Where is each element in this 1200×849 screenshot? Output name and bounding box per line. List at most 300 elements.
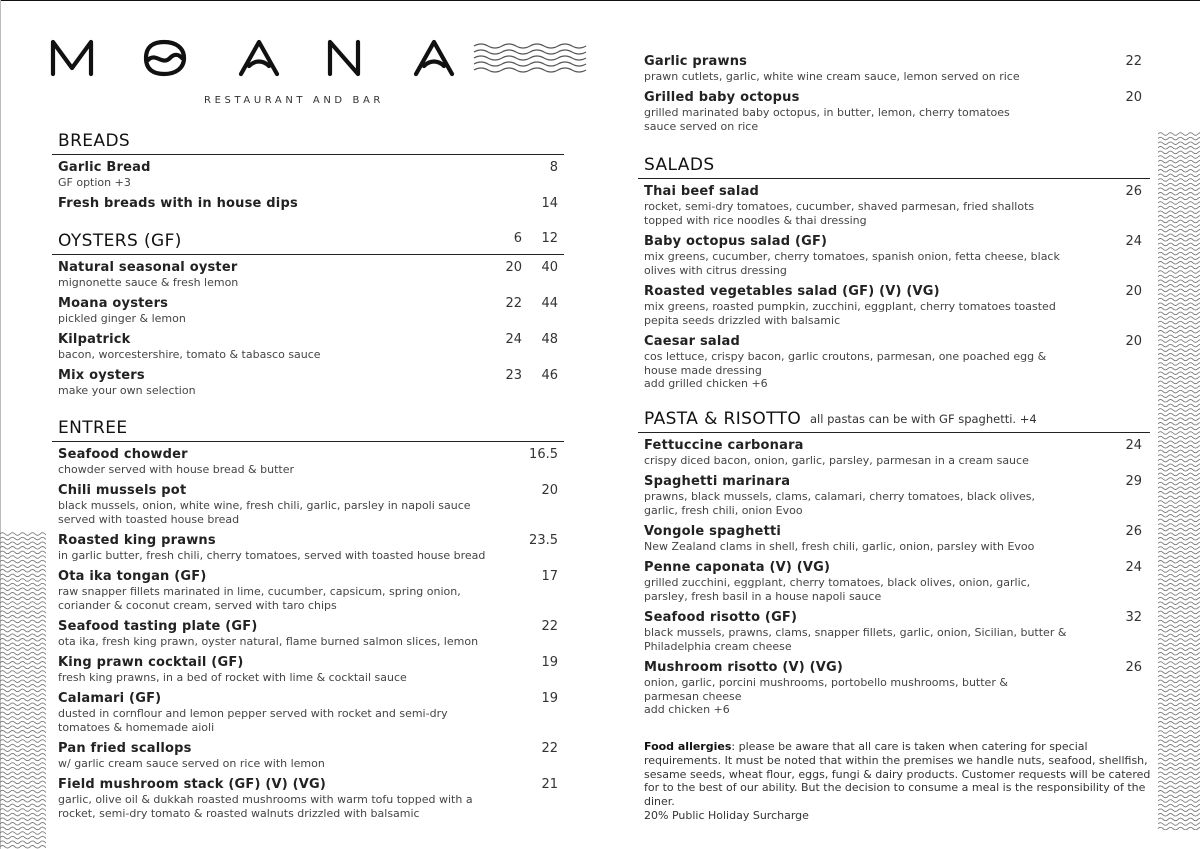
menu-item xyxy=(52,619,564,655)
item-price: 14 xyxy=(541,196,558,211)
menu-item xyxy=(638,334,1150,398)
item-desc: rocket, semi-dry tomatoes, cucumber, shaved parmesan, fried shallots topped with rice noodles & thai dressing xyxy=(644,200,1035,227)
item-price: 24 xyxy=(1125,560,1142,575)
wave-line xyxy=(1158,423,1200,426)
wave-line xyxy=(1158,492,1200,495)
item-name: Fresh breads with in house dips xyxy=(58,196,298,211)
item-name: Moana oysters xyxy=(58,296,169,311)
wave-line xyxy=(1158,827,1200,830)
item-name: Seafood risotto (GF) xyxy=(644,610,798,625)
wave-line xyxy=(1158,317,1200,320)
right-wave-pattern xyxy=(1158,130,1200,830)
wave-line xyxy=(1158,464,1200,467)
wave-line xyxy=(0,698,46,701)
item-name: Fettuccine carbonara xyxy=(644,438,804,453)
menu-item xyxy=(638,610,1150,660)
wave-line xyxy=(1158,206,1200,209)
wave-line xyxy=(0,685,46,688)
item-price: 16.5 xyxy=(529,447,558,462)
item-price: 26 xyxy=(1125,184,1142,199)
item-price-12: 48 xyxy=(541,332,558,347)
item-price: 22 xyxy=(541,619,558,634)
wave-line xyxy=(1158,262,1200,265)
wave-line xyxy=(0,841,46,844)
wave-line xyxy=(1158,528,1200,531)
allergy-text: : please be aware that all care is taken when catering for special requirements. It must be noted that within the premises we handle nuts, seafood, shellfish, sesame seeds, wheat flour, eggs, fungi & dairy products. Customer requests will be catered for to the best of our ability. But the decision to consume a meal is the responsibility of the diner. xyxy=(644,740,1151,809)
wave-line xyxy=(0,740,46,743)
wave-line xyxy=(1158,188,1200,191)
wave-line xyxy=(0,560,46,563)
wave-line xyxy=(0,602,46,605)
wave-line xyxy=(0,836,46,839)
wave-line xyxy=(1158,556,1200,559)
wave-line xyxy=(0,675,46,678)
wave-line xyxy=(1158,303,1200,306)
wave-line xyxy=(1158,390,1200,393)
wave-line xyxy=(1158,446,1200,449)
wave-line xyxy=(1158,326,1200,329)
wave-line xyxy=(1158,331,1200,334)
wave-line xyxy=(1158,726,1200,729)
wave-line xyxy=(0,749,46,752)
section-title: ENTREE xyxy=(58,418,128,438)
wave-line xyxy=(0,597,46,600)
item-price: 24 xyxy=(1125,438,1142,453)
wave-line xyxy=(0,643,46,646)
wave-line xyxy=(1158,551,1200,554)
wave-line xyxy=(1158,505,1200,508)
wave-line xyxy=(1158,809,1200,812)
wave-line xyxy=(0,717,46,720)
wave-line xyxy=(0,818,46,821)
wave-line xyxy=(1158,133,1200,136)
item-desc: cos lettuce, crispy bacon, garlic croutons, parmesan, one poached egg & house made dressing xyxy=(644,350,1047,377)
wave-line xyxy=(1158,657,1200,660)
wave-line xyxy=(1158,377,1200,380)
wave-line xyxy=(0,712,46,715)
wave-line xyxy=(1158,731,1200,734)
entree-list xyxy=(52,447,564,827)
item-desc: grilled marinated baby octopus, in butter, lemon, cherry tomatoes sauce served on rice xyxy=(644,106,1010,133)
item-name: Roasted vegetables salad (GF) (V) (VG) xyxy=(644,284,940,299)
item-name: Vongole spaghetti xyxy=(644,524,782,539)
wave-line xyxy=(0,804,46,807)
item-name: Field mushroom stack (GF) (V) (VG) xyxy=(58,777,327,792)
item-price-6: 22 xyxy=(505,296,522,311)
item-price: 22 xyxy=(541,741,558,756)
wave-line xyxy=(1158,763,1200,766)
menu-item xyxy=(52,160,564,196)
wave-line xyxy=(0,629,46,632)
wave-line xyxy=(0,570,46,573)
wave-line xyxy=(1158,193,1200,196)
allergy-notice xyxy=(644,740,1154,823)
item-name: Seafood chowder xyxy=(58,447,188,462)
wave-line xyxy=(0,777,46,780)
menu-item xyxy=(638,54,1150,90)
item-name: Pan fried scallops xyxy=(58,741,192,756)
menu-item xyxy=(638,90,1150,140)
wave-line xyxy=(1158,570,1200,573)
item-extra: add grilled chicken +6 xyxy=(644,377,768,390)
item-desc: pickled ginger & lemon xyxy=(58,312,186,325)
wave-line xyxy=(1158,515,1200,518)
wave-line xyxy=(0,666,46,669)
wave-line xyxy=(1158,625,1200,628)
wave-line xyxy=(1158,630,1200,633)
item-price: 26 xyxy=(1125,524,1142,539)
item-desc: GF option +3 xyxy=(58,176,131,189)
wave-line xyxy=(1158,699,1200,702)
wave-line xyxy=(1158,676,1200,679)
brand-logo xyxy=(50,34,590,114)
wave-line xyxy=(0,703,46,706)
wave-line xyxy=(1158,689,1200,692)
wave-line xyxy=(1158,202,1200,205)
wave-line xyxy=(1158,634,1200,637)
wave-line xyxy=(0,620,46,623)
wave-line xyxy=(1158,197,1200,200)
item-price: 22 xyxy=(1125,54,1142,69)
item-desc: bacon, worcestershire, tomato & tabasco sauce xyxy=(58,348,321,361)
wave-line xyxy=(0,551,46,554)
wave-line xyxy=(1158,280,1200,283)
wave-line xyxy=(1158,482,1200,485)
wave-line xyxy=(0,648,46,651)
section-title: BREADS xyxy=(58,131,131,151)
item-desc: prawns, black mussels, clams, calamari, cherry tomatoes, black olives, garlic, fresh chili, onion Evoo xyxy=(644,490,1035,517)
item-price: 17 xyxy=(541,569,558,584)
logo-subtitle: RESTAURANT AND BAR xyxy=(204,95,384,106)
item-price: 29 xyxy=(1125,474,1142,489)
wave-line xyxy=(1158,758,1200,761)
wave-line xyxy=(1158,735,1200,738)
item-name: Caesar salad xyxy=(644,334,741,349)
item-price-6: 20 xyxy=(505,260,522,275)
wave-line xyxy=(0,827,46,830)
wave-line xyxy=(1158,823,1200,826)
wave-line xyxy=(1158,685,1200,688)
wave-line xyxy=(0,579,46,582)
wave-line xyxy=(0,542,46,545)
menu-item xyxy=(52,569,564,619)
wave-line xyxy=(1158,777,1200,780)
item-desc: w/ garlic cream sauce served on rice with lemon xyxy=(58,757,325,770)
wave-line xyxy=(0,832,46,835)
left-wave-pattern xyxy=(0,530,46,849)
item-desc: in garlic butter, fresh chili, cherry tomatoes, served with toasted house bread xyxy=(58,549,486,562)
menu-item xyxy=(638,438,1150,474)
wave-line xyxy=(1158,400,1200,403)
wave-line xyxy=(1158,432,1200,435)
menu-item xyxy=(638,660,1150,724)
item-name: Ota ika tongan (GF) xyxy=(58,569,207,584)
oysters-col-half-dozen: 6 xyxy=(513,231,522,246)
item-price: 26 xyxy=(1125,660,1142,675)
wave-line xyxy=(0,731,46,734)
wave-line xyxy=(1158,404,1200,407)
item-name: Kilpatrick xyxy=(58,332,131,347)
section-oysters xyxy=(52,228,564,404)
wave-line xyxy=(1158,321,1200,324)
wave-line xyxy=(1158,694,1200,697)
wave-line xyxy=(1158,666,1200,669)
wave-line xyxy=(0,625,46,628)
wave-line xyxy=(1158,653,1200,656)
wave-line xyxy=(1158,354,1200,357)
wave-line xyxy=(0,781,46,784)
wave-line xyxy=(1158,662,1200,665)
surcharge-note: 20% Public Holiday Surcharge xyxy=(644,808,809,822)
item-name: Calamari (GF) xyxy=(58,691,162,706)
wave-line xyxy=(0,657,46,660)
wave-line xyxy=(1158,427,1200,430)
wave-line xyxy=(1158,786,1200,789)
item-price: 19 xyxy=(541,691,558,706)
menu-item xyxy=(52,777,564,827)
wave-line xyxy=(1158,648,1200,651)
wave-line xyxy=(0,565,46,568)
wave-line xyxy=(1158,170,1200,173)
wave-line xyxy=(0,611,46,614)
wave-line xyxy=(1158,252,1200,255)
wave-line xyxy=(1158,708,1200,711)
wave-line xyxy=(1158,179,1200,182)
wave-line xyxy=(1158,395,1200,398)
wave-line xyxy=(0,671,46,674)
wave-line xyxy=(1158,165,1200,168)
item-price: 20 xyxy=(1125,284,1142,299)
wave-line xyxy=(0,588,46,591)
item-name: Garlic Bread xyxy=(58,160,151,175)
wave-line xyxy=(1158,441,1200,444)
item-price-12: 46 xyxy=(541,368,558,383)
section-title: OYSTERS (GF) xyxy=(58,231,182,251)
item-name: Roasted king prawns xyxy=(58,533,216,548)
wave-line xyxy=(0,790,46,793)
item-desc: fresh king prawns, in a bed of rocket with lime & cocktail sauce xyxy=(58,671,407,684)
wave-line xyxy=(0,823,46,826)
wave-line xyxy=(0,606,46,609)
wave-line xyxy=(1158,800,1200,803)
wave-line xyxy=(1158,344,1200,347)
wave-line xyxy=(1158,620,1200,623)
wave-line xyxy=(1158,349,1200,352)
wave-line xyxy=(0,556,46,559)
wave-line xyxy=(1158,147,1200,150)
item-price: 24 xyxy=(1125,234,1142,249)
menu-item xyxy=(52,655,564,691)
wave-line xyxy=(1158,234,1200,237)
item-name: Garlic prawns xyxy=(644,54,748,69)
wave-line xyxy=(1158,340,1200,343)
wave-line xyxy=(0,634,46,637)
wave-line xyxy=(1158,469,1200,472)
wave-line xyxy=(1158,501,1200,504)
wave-line xyxy=(1158,473,1200,476)
item-name: Chili mussels pot xyxy=(58,483,187,498)
wave-line xyxy=(1158,593,1200,596)
wave-line xyxy=(0,547,46,550)
wave-line xyxy=(1158,372,1200,375)
section-header xyxy=(638,406,1150,433)
wave-line xyxy=(1158,266,1200,269)
wave-line xyxy=(1158,220,1200,223)
item-price-12: 40 xyxy=(541,260,558,275)
item-price-6: 24 xyxy=(505,332,522,347)
item-name: Thai beef salad xyxy=(644,184,760,199)
wave-line xyxy=(1158,754,1200,757)
item-name: Natural seasonal oyster xyxy=(58,260,238,275)
item-desc: prawn cutlets, garlic, white wine cream sauce, lemon served on rice xyxy=(644,70,1020,83)
wave-line xyxy=(1158,703,1200,706)
menu-item xyxy=(52,741,564,777)
wave-line xyxy=(1158,285,1200,288)
wave-line xyxy=(1158,487,1200,490)
wave-line xyxy=(1158,538,1200,541)
wave-line xyxy=(1158,745,1200,748)
wave-line xyxy=(1158,450,1200,453)
wave-line xyxy=(1158,455,1200,458)
wave-line xyxy=(1158,579,1200,582)
wave-line xyxy=(0,744,46,747)
item-desc: garlic, olive oil & dukkah roasted mushrooms with warm tofu topped with a rocket, semi-dry tomato & roasted walnuts drizzled with balsamic xyxy=(58,793,473,820)
wave-line xyxy=(0,795,46,798)
item-name: Grilled baby octopus xyxy=(644,90,800,105)
moana-logo-wordmark xyxy=(50,34,590,94)
item-price: 21 xyxy=(541,777,558,792)
wave-line xyxy=(1158,243,1200,246)
wave-line xyxy=(1158,225,1200,228)
wave-line xyxy=(1158,418,1200,421)
section-title: PASTA & RISOTTO xyxy=(644,409,802,429)
menu-item xyxy=(52,533,564,569)
wave-line xyxy=(1158,565,1200,568)
wave-line xyxy=(0,533,46,536)
wave-line xyxy=(0,809,46,812)
menu-item xyxy=(638,184,1150,234)
item-desc: crispy diced bacon, onion, garlic, parsley, parmesan in a cream sauce xyxy=(644,454,1029,467)
wave-line xyxy=(1158,413,1200,416)
item-desc: chowder served with house bread & butter xyxy=(58,463,294,476)
wave-line xyxy=(1158,519,1200,522)
wave-line xyxy=(1158,229,1200,232)
wave-line xyxy=(1158,542,1200,545)
wave-line xyxy=(1158,367,1200,370)
item-name: Spaghetti marinara xyxy=(644,474,791,489)
wave-line xyxy=(1158,804,1200,807)
wave-line xyxy=(1158,768,1200,771)
item-price: 23.5 xyxy=(529,533,558,548)
wave-line xyxy=(0,735,46,738)
section-title: SALADS xyxy=(644,155,715,175)
section-entree-continued xyxy=(638,54,1150,140)
wave-line xyxy=(1158,142,1200,145)
item-price-6: 23 xyxy=(505,368,522,383)
wave-line xyxy=(1158,409,1200,412)
wave-line xyxy=(1158,588,1200,591)
wave-line xyxy=(1158,386,1200,389)
wave-line xyxy=(1158,510,1200,513)
pasta-list xyxy=(638,438,1150,724)
menu-item xyxy=(638,474,1150,524)
top-border xyxy=(0,0,1200,1)
wave-line xyxy=(0,652,46,655)
item-desc: dusted in cornflour and lemon pepper served with rocket and semi-dry tomatoes & homemade aioli xyxy=(58,707,448,734)
wave-line xyxy=(1158,712,1200,715)
wave-line xyxy=(1158,496,1200,499)
section-entree xyxy=(52,415,564,827)
menu-item xyxy=(52,368,564,404)
item-price: 19 xyxy=(541,655,558,670)
wave-line xyxy=(1158,818,1200,821)
menu-item xyxy=(52,332,564,368)
wave-line xyxy=(1158,271,1200,274)
item-price: 20 xyxy=(1125,334,1142,349)
wave-line xyxy=(1158,740,1200,743)
wave-line xyxy=(1158,137,1200,140)
allergy-label: Food allergies xyxy=(644,740,732,753)
wave-line xyxy=(1158,814,1200,817)
wave-line xyxy=(1158,459,1200,462)
oysters-col-dozen: 12 xyxy=(541,231,558,246)
wave-line xyxy=(1158,561,1200,564)
salads-list xyxy=(638,184,1150,398)
wave-line xyxy=(1158,289,1200,292)
item-desc: New Zealand clams in shell, fresh chili, garlic, onion, parsley with Evoo xyxy=(644,540,1035,553)
item-name: Seafood tasting plate (GF) xyxy=(58,619,258,634)
wave-line xyxy=(0,786,46,789)
item-name: Mix oysters xyxy=(58,368,145,383)
wave-line xyxy=(1158,680,1200,683)
wave-line xyxy=(1158,335,1200,338)
menu-item xyxy=(52,260,564,296)
section-breads xyxy=(52,128,564,216)
item-desc: black mussels, onion, white wine, fresh chili, garlic, parsley in napoli sauce served with toasted house bread xyxy=(58,499,471,526)
wave-line xyxy=(1158,160,1200,163)
wave-line xyxy=(0,721,46,724)
wave-line xyxy=(1158,248,1200,251)
section-note: all pastas can be with GF spaghetti. +4 xyxy=(810,412,1037,426)
wave-line xyxy=(0,813,46,816)
menu-item xyxy=(52,691,564,741)
wave-line xyxy=(0,574,46,577)
wave-line xyxy=(1158,616,1200,619)
item-desc: ota ika, fresh king prawn, oyster natural, flame burned salmon slices, lemon xyxy=(58,635,479,648)
wave-line xyxy=(1158,671,1200,674)
item-desc: grilled zucchini, eggplant, cherry tomatoes, black olives, onion, garlic, parsley, fresh basil in a house napoli sauce xyxy=(644,576,1031,603)
wave-line xyxy=(0,537,46,540)
wave-line xyxy=(0,694,46,697)
wave-line xyxy=(1158,308,1200,311)
wave-line xyxy=(1158,436,1200,439)
wave-line xyxy=(1158,358,1200,361)
wave-line xyxy=(1158,156,1200,159)
item-desc: make your own selection xyxy=(58,384,196,397)
wave-line xyxy=(1158,257,1200,260)
wave-line xyxy=(1158,639,1200,642)
section-pasta-risotto xyxy=(638,406,1150,724)
wave-line xyxy=(1158,524,1200,527)
item-price: 20 xyxy=(1125,90,1142,105)
menu-item xyxy=(52,196,564,216)
wave-line xyxy=(1158,574,1200,577)
wave-line xyxy=(1158,183,1200,186)
wave-line xyxy=(1158,795,1200,798)
wave-line xyxy=(1158,749,1200,752)
wave-line xyxy=(1158,211,1200,214)
menu-item xyxy=(638,284,1150,334)
